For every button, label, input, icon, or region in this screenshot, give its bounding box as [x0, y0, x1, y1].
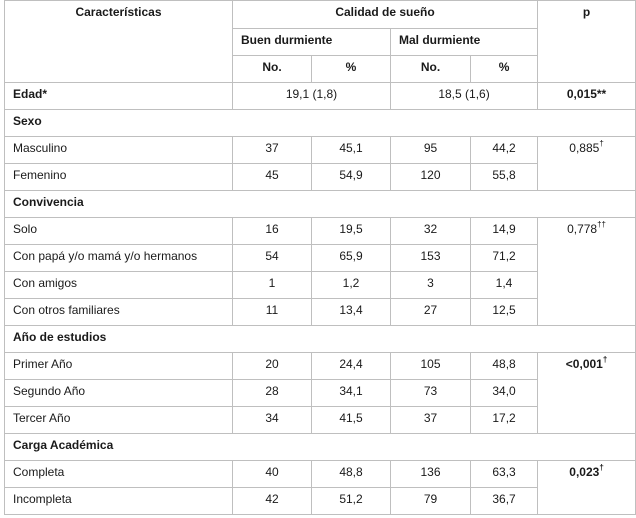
- good-pct-cell: 13,4: [312, 299, 391, 326]
- bad-pct-cell: 1,4: [471, 272, 538, 299]
- good-pct-cell: 19,5: [312, 218, 391, 245]
- row-label: Con otros familiares: [5, 299, 233, 326]
- header-bad-no: No.: [391, 56, 471, 83]
- age-good: 19,1 (1,8): [233, 83, 391, 110]
- bad-no-cell: 37: [391, 407, 471, 434]
- p-value-cell: [538, 461, 636, 515]
- good-no-cell: 1: [233, 272, 312, 299]
- section-title: Sexo: [5, 110, 636, 137]
- section-header-row: [5, 326, 636, 353]
- p-value-footnote-mark: †: [599, 139, 604, 148]
- bad-pct-cell: 44,2: [471, 137, 538, 164]
- bad-pct-cell: 63,3: [471, 461, 538, 488]
- good-no-cell: 28: [233, 380, 312, 407]
- p-value: 0,885: [569, 141, 600, 155]
- good-no-cell: 54: [233, 245, 312, 272]
- bad-pct-cell: 55,8: [471, 164, 538, 191]
- good-no-cell: 20: [233, 353, 312, 380]
- bad-no-cell: 27: [391, 299, 471, 326]
- good-no-cell: 34: [233, 407, 312, 434]
- section-title: Año de estudios: [5, 326, 636, 353]
- bad-no-cell: 73: [391, 380, 471, 407]
- good-pct-cell: 51,2: [312, 488, 391, 515]
- row-label: Completa: [5, 461, 233, 488]
- bad-pct-cell: 71,2: [471, 245, 538, 272]
- good-pct-cell: 65,9: [312, 245, 391, 272]
- row-label: Incompleta: [5, 488, 233, 515]
- good-pct-cell: 41,5: [312, 407, 391, 434]
- p-value-footnote-mark: †: [602, 355, 608, 364]
- age-bad: 18,5 (1,6): [391, 83, 538, 110]
- bad-pct-cell: 34,0: [471, 380, 538, 407]
- bad-no-cell: 120: [391, 164, 471, 191]
- age-row: [5, 83, 636, 110]
- table-row: [5, 461, 636, 488]
- header-good-sleeper: Buen durmiente: [233, 29, 391, 56]
- header-row-1: [5, 1, 636, 29]
- row-label: Con amigos: [5, 272, 233, 299]
- good-no-cell: 16: [233, 218, 312, 245]
- good-pct-cell: 45,1: [312, 137, 391, 164]
- section-header-row: [5, 110, 636, 137]
- row-label: Masculino: [5, 137, 233, 164]
- bad-pct-cell: 36,7: [471, 488, 538, 515]
- bad-pct-cell: 14,9: [471, 218, 538, 245]
- section-title: Convivencia: [5, 191, 636, 218]
- bad-no-cell: 95: [391, 137, 471, 164]
- age-p: 0,015**: [538, 83, 636, 110]
- p-value-footnote-mark: †: [599, 463, 604, 472]
- p-value: <0,001: [565, 357, 603, 371]
- header-characteristics: Características: [5, 1, 233, 83]
- section-title: Carga Académica: [5, 434, 636, 461]
- bad-pct-cell: 17,2: [471, 407, 538, 434]
- p-value-cell: [538, 353, 636, 434]
- header-good-pct: %: [312, 56, 391, 83]
- p-value: 0,023: [569, 465, 600, 479]
- row-label: Tercer Año: [5, 407, 233, 434]
- header-sleep-quality: Calidad de sueño: [233, 1, 538, 29]
- sleep-quality-table: [4, 0, 636, 515]
- bad-pct-cell: 12,5: [471, 299, 538, 326]
- p-value-cell: [538, 218, 636, 326]
- good-pct-cell: 54,9: [312, 164, 391, 191]
- bad-pct-cell: 48,8: [471, 353, 538, 380]
- row-label: Solo: [5, 218, 233, 245]
- good-pct-cell: 48,8: [312, 461, 391, 488]
- section-header-row: [5, 434, 636, 461]
- p-value-footnote-mark: ††: [597, 220, 607, 229]
- good-no-cell: 11: [233, 299, 312, 326]
- good-pct-cell: 34,1: [312, 380, 391, 407]
- good-pct-cell: 24,4: [312, 353, 391, 380]
- header-p: p: [538, 1, 636, 83]
- header-good-no: No.: [233, 56, 312, 83]
- good-no-cell: 40: [233, 461, 312, 488]
- good-no-cell: 42: [233, 488, 312, 515]
- row-label: Primer Año: [5, 353, 233, 380]
- table-row: [5, 218, 636, 245]
- table-row: [5, 137, 636, 164]
- bad-no-cell: 153: [391, 245, 471, 272]
- bad-no-cell: 136: [391, 461, 471, 488]
- good-pct-cell: 1,2: [312, 272, 391, 299]
- p-value: 0,778: [567, 222, 598, 236]
- bad-no-cell: 105: [391, 353, 471, 380]
- row-label: Femenino: [5, 164, 233, 191]
- table-row: [5, 353, 636, 380]
- good-no-cell: 45: [233, 164, 312, 191]
- section-header-row: [5, 191, 636, 218]
- bad-no-cell: 32: [391, 218, 471, 245]
- row-label: Con papá y/o mamá y/o hermanos: [5, 245, 233, 272]
- age-label: Edad*: [5, 83, 233, 110]
- row-label: Segundo Año: [5, 380, 233, 407]
- good-no-cell: 37: [233, 137, 312, 164]
- bad-no-cell: 79: [391, 488, 471, 515]
- header-bad-sleeper: Mal durmiente: [391, 29, 538, 56]
- header-bad-pct: %: [471, 56, 538, 83]
- p-value-cell: [538, 137, 636, 191]
- bad-no-cell: 3: [391, 272, 471, 299]
